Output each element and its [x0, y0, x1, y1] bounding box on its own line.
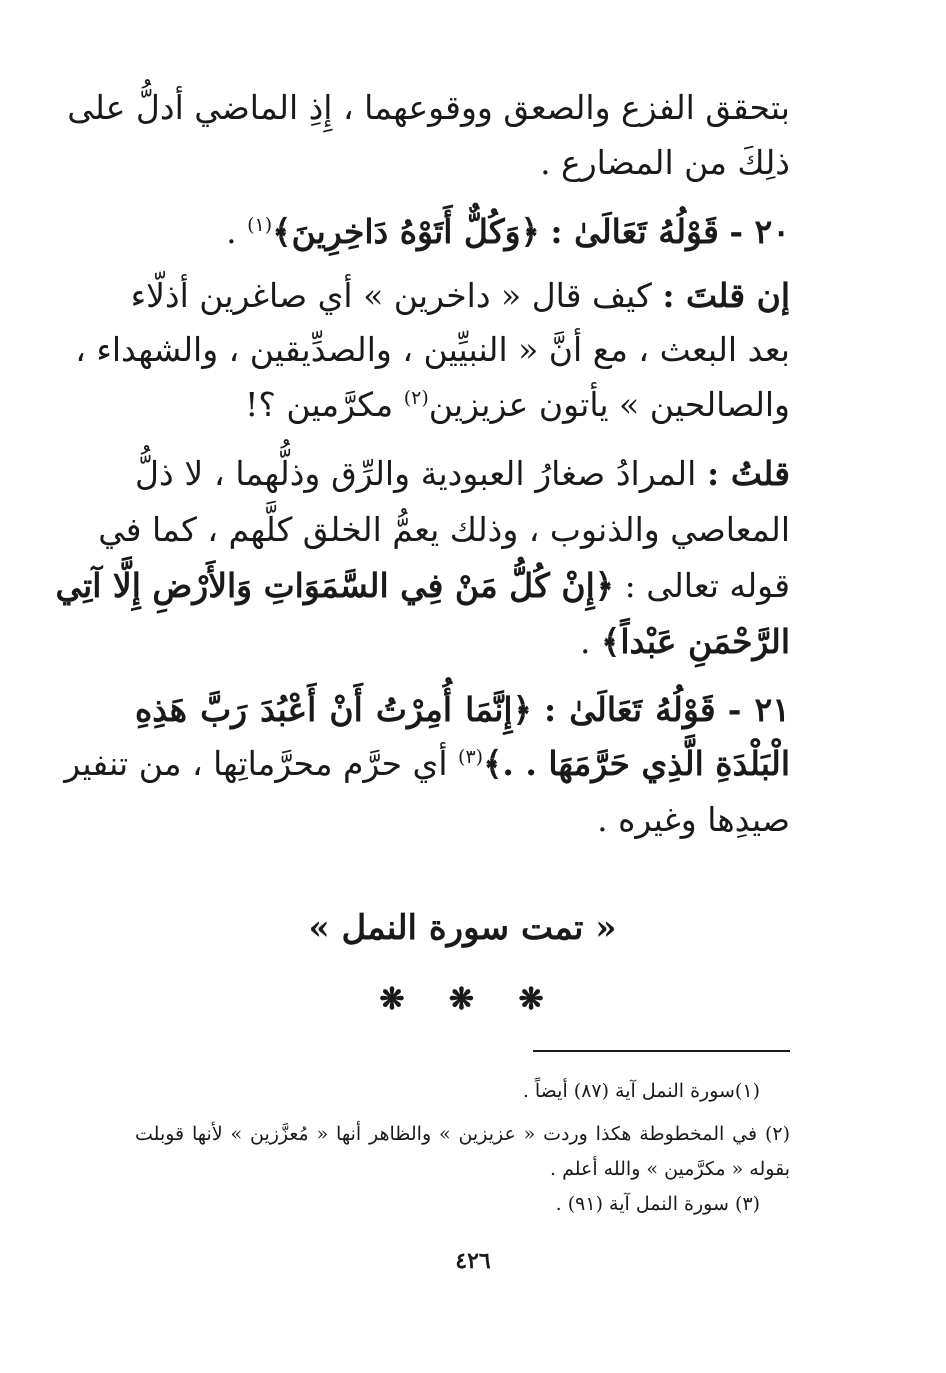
footnote-1: (١)سورة النمل آية (٨٧) أيضاً .	[522, 1080, 760, 1102]
question-line	[130, 276, 790, 320]
section-21-quran-quote: ﴿إِنَّمَا أُمِرْتُ أَنْ أَعْبُدَ رَبَّ هَذِهِ	[135, 690, 532, 729]
body-line-8: المعاصي والذنوب ، وذلك يعمُّ الخلق كلَّهم ، كما في	[98, 510, 790, 549]
body-line-9-part-a: قوله تعالى :	[624, 566, 790, 605]
footnote-2-line-2: بقوله « مكرَّمين » والله أعلم .	[549, 1158, 790, 1180]
surah-end-heading: « تمت سورة النمل »	[308, 908, 617, 948]
body-line-12	[64, 744, 790, 788]
footnote-ref-3: (٣)	[458, 746, 484, 768]
body-line-12-part-b: أي حرَّم محرَّماتِها ، من تنفير	[64, 744, 448, 783]
body-line-10	[135, 622, 790, 666]
section-21-number: ٢١ -	[727, 690, 790, 729]
body-line-5: بعد البعث ، مع أنَّ « النبيِّين ، والصدِّيقين ، والشهداء ،	[75, 330, 790, 369]
section-divider-stars: ❋ ❋ ❋	[379, 982, 546, 1017]
body-line-13: صيدِها وغيره .	[597, 800, 790, 839]
quran-quote-line-12: الْبَلْدَةِ الَّذِي حَرَّمَهَا . .﴾	[483, 744, 790, 783]
question-lead: إن قلتَ :	[662, 276, 790, 315]
footnote-ref-2: (٢)	[403, 387, 429, 409]
answer-line	[135, 454, 790, 498]
quran-quote-line-9: ﴿إِنْ كُلُّ مَنْ فِي السَّمَوَاتِ وَالأَرْضِ إِلَّا آتِي	[55, 566, 615, 605]
section-21-label: قَوْلُهُ تَعَالَىٰ :	[544, 690, 716, 729]
footnote-2-line-1: (٢) في المخطوطة هكذا وردت « عزيزين » والظاهر أنها « مُعزَّزين » لأنها قوبلت	[135, 1123, 790, 1145]
section-20-heading	[135, 212, 790, 256]
body-line-6-part-b: مكرَّمين ؟!	[245, 385, 394, 424]
section-21-heading	[135, 690, 790, 734]
section-20-quran-quote: ﴿وَكُلٌّ أَتَوْهُ دَاخِرِينَ﴾	[272, 212, 540, 251]
body-line-2: ذلِكَ من المضارع .	[540, 143, 790, 182]
body-line-6	[135, 385, 790, 429]
body-line-6-part-a: والصالحين » يأتون عزيزين	[428, 385, 790, 424]
section-20-number: ٢٠ -	[729, 212, 790, 251]
answer-lead: قلتُ :	[706, 454, 790, 493]
section-20-end: .	[226, 212, 237, 251]
body-line-10-end: .	[580, 622, 591, 661]
footnote-separator	[533, 1050, 790, 1052]
body-line-9	[55, 566, 790, 610]
section-20-label: قَوْلُهُ تَعَالَىٰ :	[550, 212, 719, 251]
body-line-1: بتحقق الفزع والصعق ووقوعهما ، إِذِ الماضي أدلُّ على	[67, 88, 790, 127]
footnote-ref-1: (١)	[247, 214, 273, 236]
page-number: ٤٢٦	[455, 1248, 491, 1274]
footnote-3: (٣) سورة النمل آية (٩١) .	[555, 1193, 760, 1215]
quran-quote-line-10: الرَّحْمَنِ عَبْداً﴾	[601, 622, 790, 661]
answer-text: المرادُ صغارُ العبودية والرِّق وذلُّهما ، لا ذلُّ	[135, 454, 697, 493]
question-text: كيف قال « داخرين » أي صاغرين أذلّاء	[130, 276, 652, 315]
